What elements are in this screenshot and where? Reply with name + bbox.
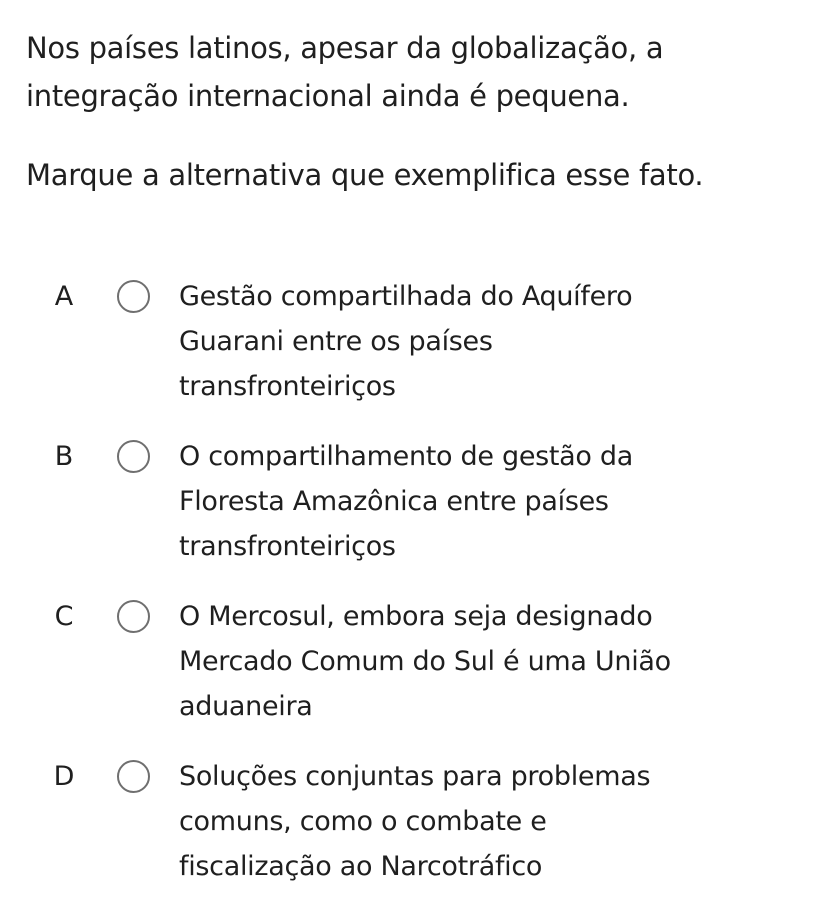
option-a[interactable] bbox=[0, 274, 813, 424]
option-line: comuns, como o combate e bbox=[179, 806, 547, 837]
option-line: fiscalização ao Narcotráfico bbox=[179, 851, 543, 882]
radio-button-b[interactable] bbox=[117, 440, 150, 473]
option-line: Soluções conjuntas para problemas bbox=[179, 761, 651, 792]
option-line: O compartilhamento de gestão da bbox=[179, 441, 634, 472]
radio-button-a[interactable] bbox=[117, 280, 150, 313]
option-letter: B bbox=[54, 441, 74, 472]
option-line: Floresta Amazônica entre países bbox=[179, 486, 609, 517]
option-letter: C bbox=[54, 601, 74, 632]
option-text bbox=[179, 754, 794, 889]
option-text bbox=[179, 274, 794, 409]
option-text bbox=[179, 434, 794, 569]
option-letter: A bbox=[54, 281, 74, 312]
option-line: Gestão compartilhada do Aquífero bbox=[179, 281, 633, 312]
question-line: Nos países latinos, apesar da globalização, a bbox=[26, 31, 664, 65]
question-line: integração internacional ainda é pequena. bbox=[26, 79, 630, 113]
question-text bbox=[26, 24, 806, 120]
instruction-text: Marque a alternativa que exemplifica esse fato. bbox=[26, 158, 704, 192]
option-line: O Mercosul, embora seja designado bbox=[179, 601, 653, 632]
option-line: transfronteiriços bbox=[179, 371, 396, 402]
option-letter: D bbox=[53, 761, 75, 792]
option-b[interactable] bbox=[0, 434, 813, 584]
option-line: aduaneira bbox=[179, 691, 313, 722]
radio-button-c[interactable] bbox=[117, 600, 150, 633]
radio-button-d[interactable] bbox=[117, 760, 150, 793]
option-line: Mercado Comum do Sul é uma União bbox=[179, 646, 671, 677]
option-d[interactable] bbox=[0, 754, 813, 904]
option-text bbox=[179, 594, 794, 729]
option-line: transfronteiriços bbox=[179, 531, 396, 562]
option-c[interactable] bbox=[0, 594, 813, 744]
option-line: Guarani entre os países bbox=[179, 326, 493, 357]
